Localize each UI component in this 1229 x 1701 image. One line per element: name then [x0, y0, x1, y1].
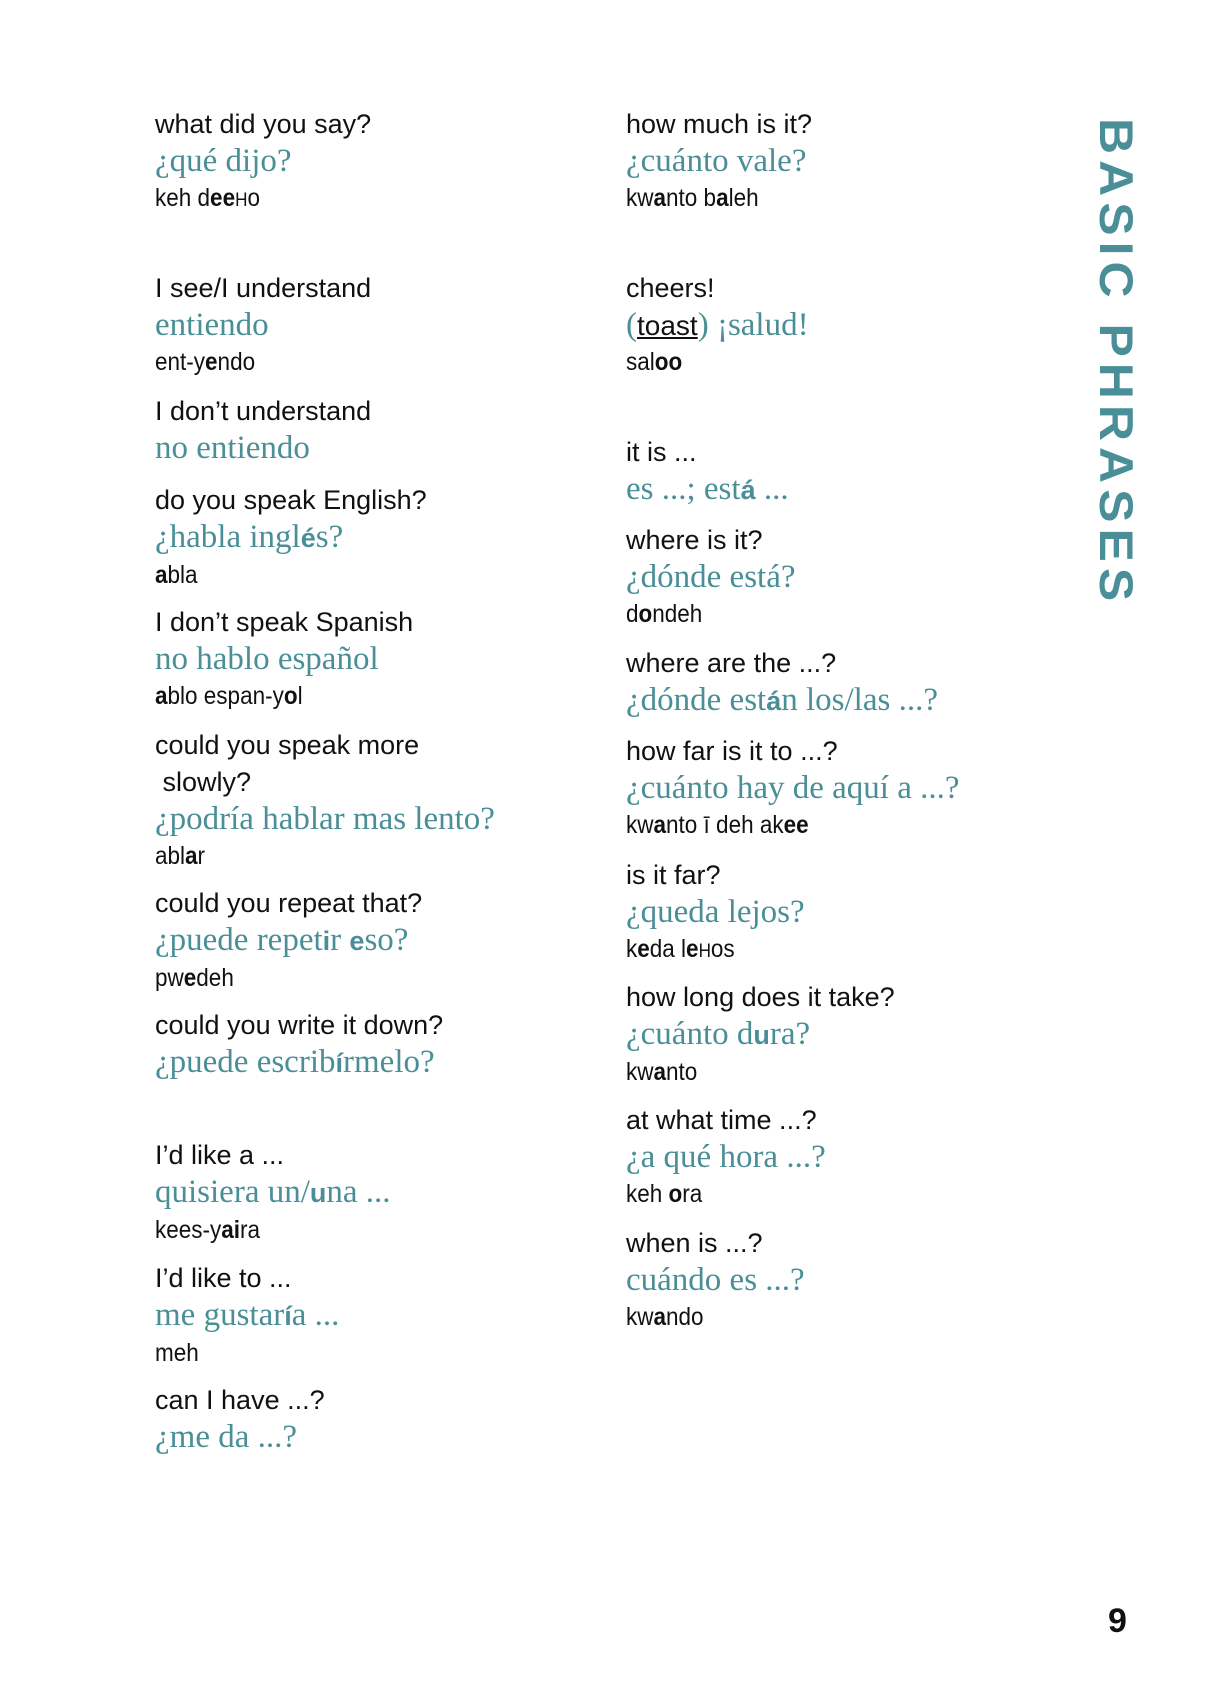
page-number: 9 [1108, 1602, 1127, 1640]
spanish-phrase: (toast) ¡salud! [626, 307, 809, 343]
spanish-phrase: ¿me da ...? [155, 1419, 298, 1455]
pronunciation: meh [155, 1339, 199, 1367]
phrase-entry [626, 645, 1046, 720]
spanish-phrase: ¿dónde está? [626, 559, 796, 595]
phrase-entry [626, 979, 1046, 1091]
english-phrase: could you speak more slowly? [155, 730, 420, 797]
spanish-phrase: cuándo es ...? [626, 1262, 805, 1298]
english-phrase: could you write it down? [155, 1010, 444, 1040]
spanish-phrase: ¿dónde están los/las ...? [626, 682, 938, 718]
phrase-entry [626, 106, 1046, 217]
spanish-phrase: ¿a qué hora ...? [626, 1139, 826, 1175]
english-phrase: where are the ...? [626, 648, 837, 678]
english-phrase: how far is it to ...? [626, 736, 838, 766]
english-phrase: could you repeat that? [155, 888, 423, 918]
spanish-phrase: me gustaría ... [155, 1297, 340, 1333]
english-phrase: how long does it take? [626, 982, 895, 1012]
spanish-phrase: ¿podría hablar mas lento? [155, 801, 495, 837]
phrase-entry [626, 733, 1046, 844]
spanish-phrase: ¿habla inglés? [155, 519, 344, 555]
english-phrase: it is ... [626, 437, 697, 467]
pronunciation: ablo espan-yol [155, 682, 303, 710]
phrase-entry [155, 1137, 595, 1249]
spanish-phrase: ¿puede escribírmelo? [155, 1044, 435, 1080]
pronunciation: kees-yaira [155, 1216, 261, 1244]
spanish-phrase: ¿cuánto vale? [626, 143, 807, 179]
pronunciation: kwanto baleh [626, 184, 759, 212]
pronunciation: keh ora [626, 1180, 703, 1208]
phrase-entry [626, 1102, 1046, 1213]
pronunciation: kwanto ī deh akee [626, 811, 809, 839]
english-phrase: do you speak English? [155, 485, 427, 515]
phrase-entry [155, 885, 595, 997]
spanish-phrase: no entiendo [155, 430, 310, 466]
spanish-phrase: ¿queda lejos? [626, 894, 805, 930]
spanish-phrase: ¿qué dijo? [155, 143, 292, 179]
phrase-entry [155, 727, 595, 875]
pronunciation: pwedeh [155, 964, 234, 992]
phrase-entry [155, 1382, 595, 1456]
phrase-entry [155, 270, 595, 381]
english-phrase: I don’t understand [155, 396, 372, 426]
spanish-phrase: quisiera un/una ... [155, 1174, 391, 1210]
spanish-phrase: entiendo [155, 307, 269, 343]
pronunciation: ent-yendo [155, 348, 256, 376]
pronunciation: kwanto [626, 1058, 698, 1086]
english-phrase: I don’t speak Spanish [155, 607, 414, 637]
english-phrase: is it far? [626, 860, 721, 890]
english-phrase: at what time ...? [626, 1105, 817, 1135]
pronunciation: saloo [626, 348, 683, 376]
english-phrase: I’d like to ... [155, 1263, 292, 1293]
section-title: BASIC PHRASES [1089, 118, 1143, 608]
phrase-entry [155, 1260, 595, 1372]
phrase-entry [626, 434, 1046, 509]
phrase-entry [155, 106, 595, 219]
phrase-entry [626, 857, 1046, 970]
spanish-phrase: es ...; está ... [626, 471, 789, 507]
phrase-entry [626, 522, 1046, 633]
usage-note: toast [637, 310, 698, 341]
spanish-phrase: ¿cuánto dura? [626, 1016, 811, 1052]
english-phrase: where is it? [626, 525, 763, 555]
phrase-entry [155, 1007, 595, 1082]
phrase-entry [626, 270, 1046, 381]
pronunciation: keda leHos [626, 935, 735, 963]
english-phrase: I see/I understand [155, 273, 372, 303]
english-phrase: can I have ...? [155, 1385, 325, 1415]
pronunciation: abla [155, 561, 198, 589]
english-phrase: what did you say? [155, 109, 372, 139]
pronunciation: keh deeHo [155, 184, 260, 212]
phrase-entry [155, 393, 595, 467]
english-phrase: cheers! [626, 273, 715, 303]
pronunciation: ablar [155, 842, 206, 870]
spanish-phrase: ¿puede repetir eso? [155, 922, 409, 958]
phrase-entry [155, 604, 595, 715]
english-phrase: when is ...? [626, 1228, 763, 1258]
english-phrase: how much is it? [626, 109, 813, 139]
pronunciation: dondeh [626, 600, 703, 628]
english-phrase: I’d like a ... [155, 1140, 285, 1170]
spanish-phrase: ¿cuánto hay de aquí a ...? [626, 770, 960, 806]
phrase-entry [155, 482, 595, 594]
pronunciation: kwando [626, 1303, 704, 1331]
phrase-entry [626, 1225, 1046, 1336]
spanish-phrase: no hablo español [155, 641, 379, 677]
